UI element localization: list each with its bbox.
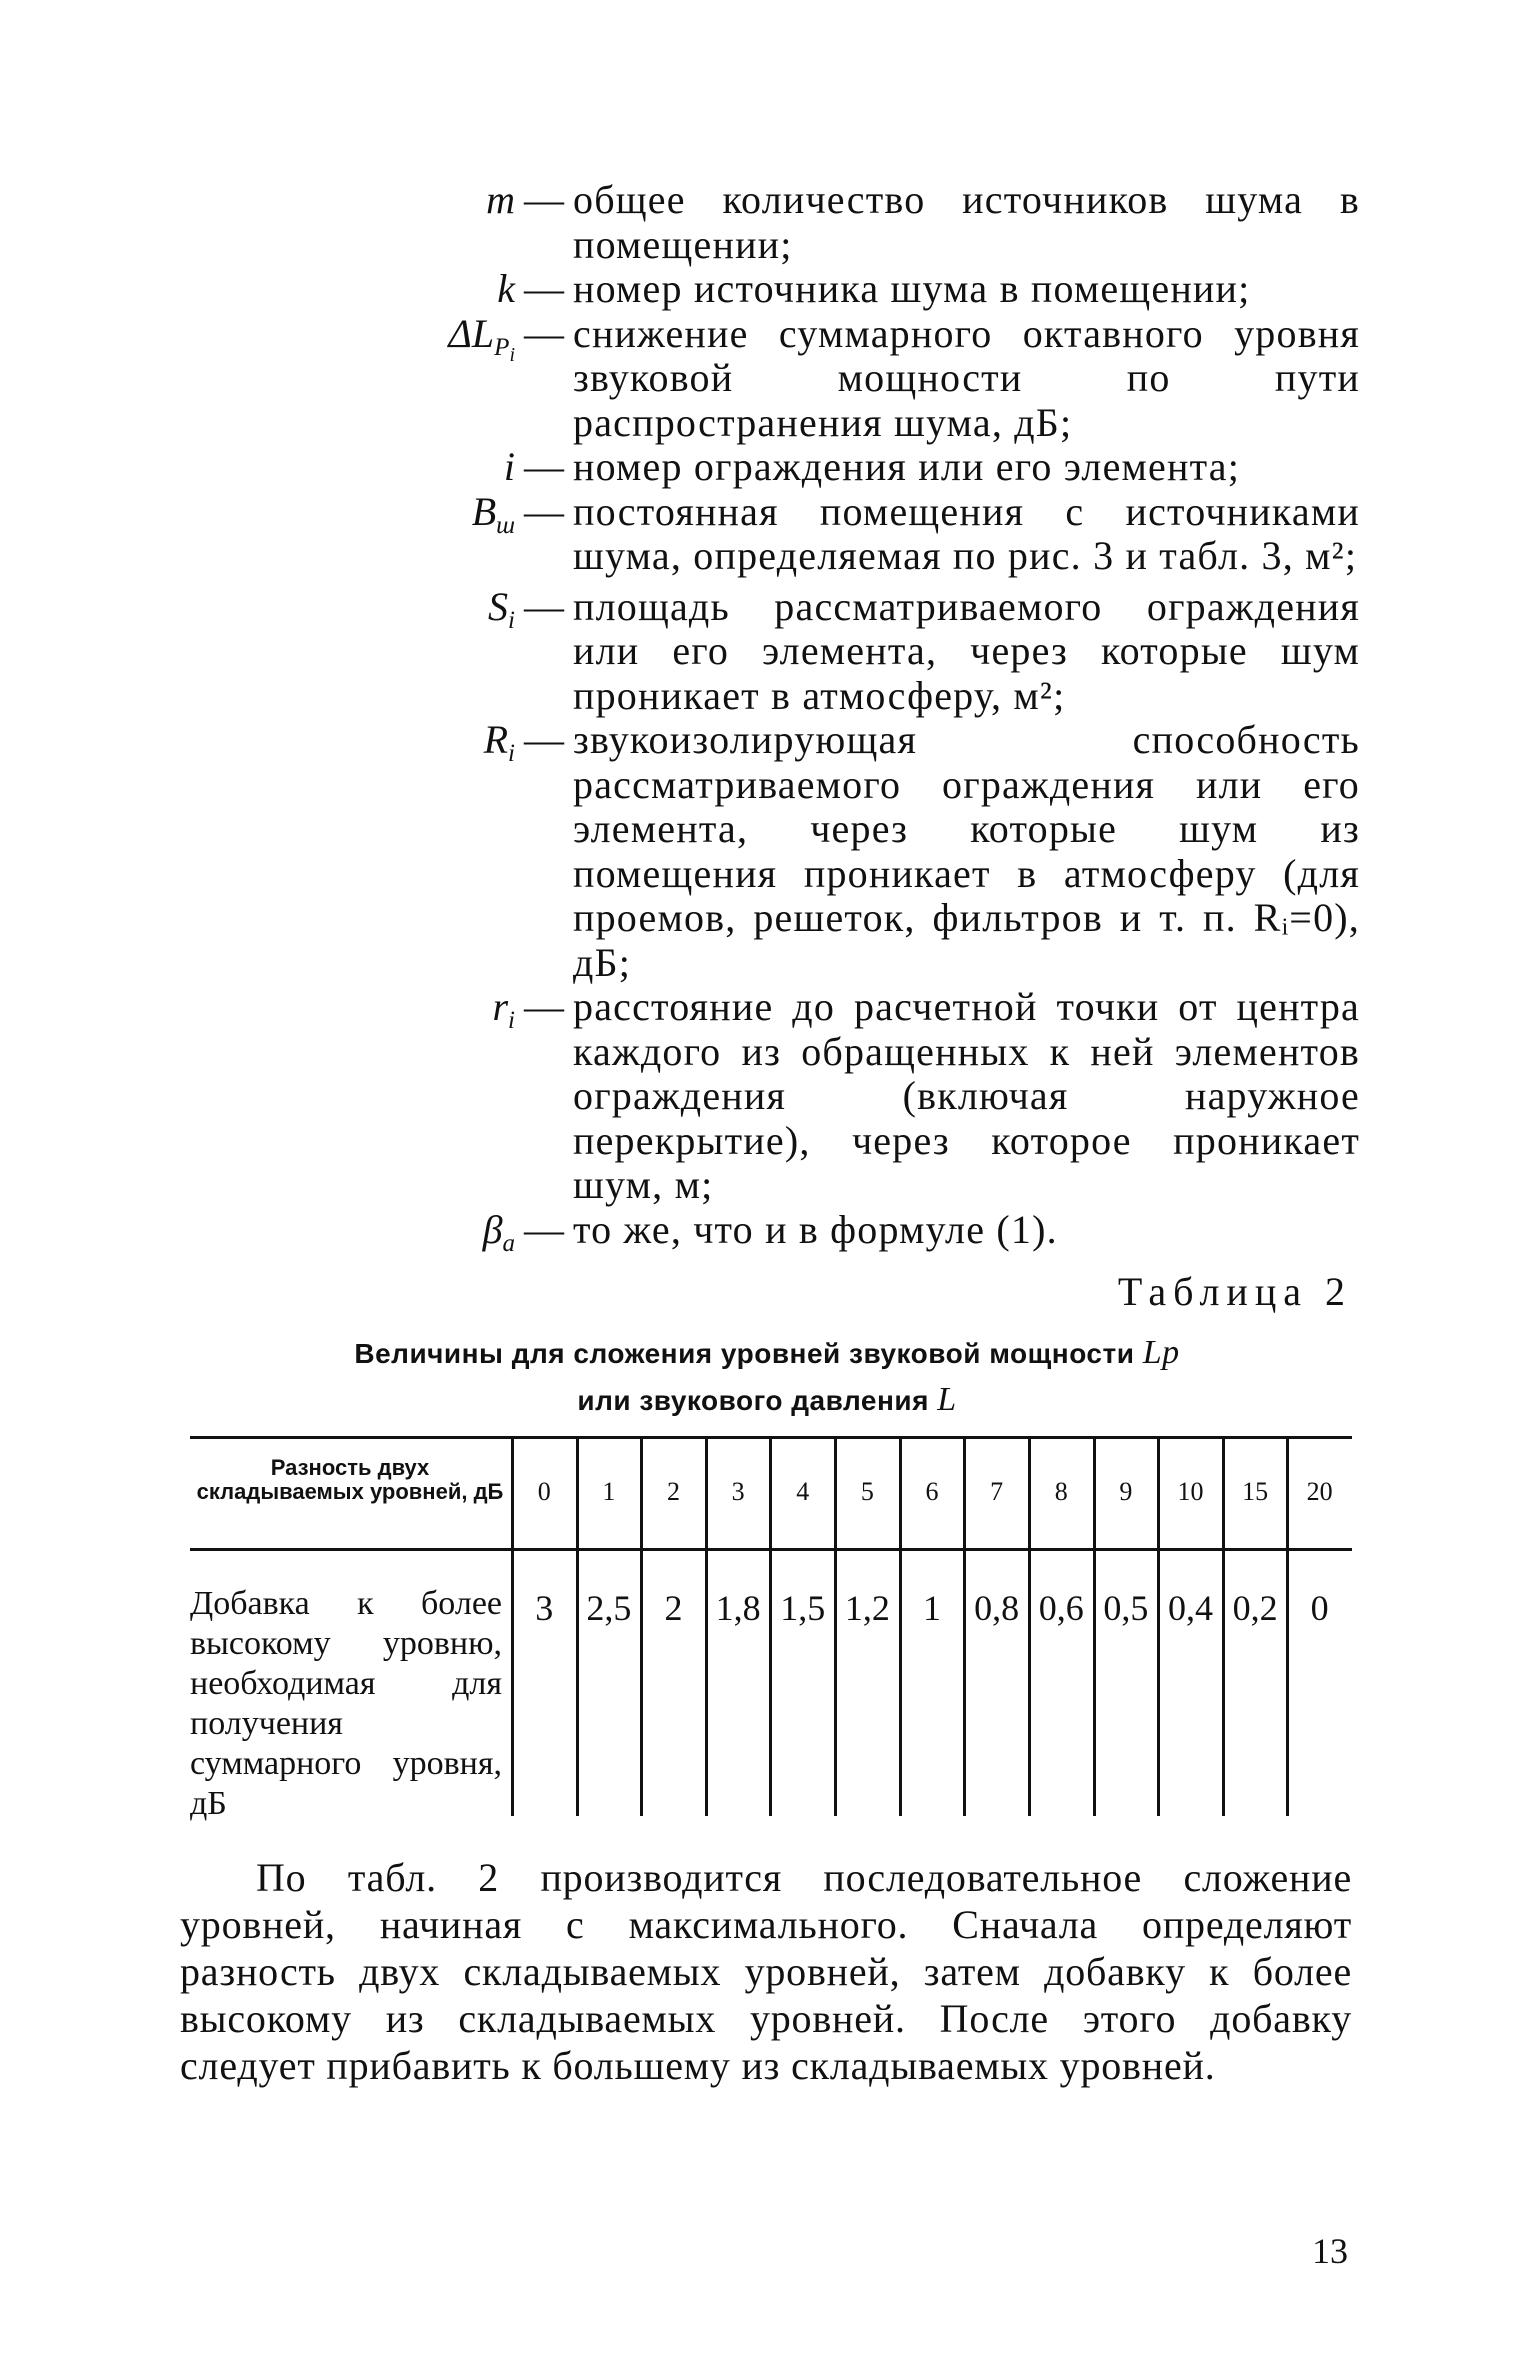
definition-dash: —: [524, 1206, 564, 1252]
definition-text: то же, что и в формуле (1).: [573, 1206, 1058, 1252]
definition-item: [300, 985, 1360, 1208]
addition-cell: 3: [535, 1588, 554, 1628]
difference-cell: 1: [602, 1477, 616, 1506]
definition-dash: —: [524, 177, 564, 222]
definition-symbol: k: [497, 266, 515, 311]
addition-cell: 2: [664, 1588, 683, 1628]
addition-cell: 1,8: [715, 1588, 761, 1628]
difference-cell: 3: [731, 1477, 745, 1506]
values-row-label: Добавка к более высокому уровню, необходимая для получения суммарного уровня, дБ: [190, 1585, 502, 1822]
definition-text: номер ограждения или его элемента;: [573, 444, 1241, 489]
definition-symbol: $r_i$: [492, 984, 515, 1034]
difference-cell: 5: [860, 1477, 874, 1506]
definition-dash: —: [524, 583, 564, 629]
symbol-subscript: i: [508, 606, 515, 634]
definition-dash: —: [524, 984, 564, 1029]
addition-cell: 0,5: [1103, 1588, 1149, 1628]
symbol-subscript-index: i: [509, 343, 515, 366]
definition-item: [300, 178, 1360, 267]
difference-cell: 0: [537, 1477, 551, 1506]
definition-dash: —: [524, 717, 564, 762]
symbol-subscript: a: [502, 1229, 515, 1257]
addition-cell: 1,2: [844, 1588, 890, 1628]
definition-symbol: $\Delta L_{Pi}$: [448, 310, 515, 366]
definition-dash: —: [524, 488, 564, 534]
addition-cell: 0,8: [974, 1588, 1020, 1628]
difference-cell: 2: [667, 1477, 681, 1506]
addition-cell: 0,6: [1038, 1588, 1084, 1628]
definition-text: звукоизолирующая способность рассматриваемого ограждения или его элемента, через которые шум из помещения проникает в атмосферу (для проемов, решеток, фильтров и т. п. Rᵢ=0), дБ;: [573, 717, 1360, 985]
table-title: Величины для сложения уровней звуковой мощности Lp или звукового давления L: [354, 1334, 1180, 1418]
symbol-subscript: i: [508, 740, 515, 767]
body-paragraph: По табл. 2 производится последовательное сложение уровней, начиная с максимального. Сначала определяют разность двух складываемых уровней, затем добавку к более высокому из складываемых уровней. После этого добавку следует прибавить к большему из складываемых уровней.: [180, 1855, 1352, 2088]
addition-cell: 0,4: [1167, 1588, 1213, 1628]
symbol-subscript: ш: [496, 511, 515, 539]
definition-item: [300, 718, 1360, 985]
definition-item: [300, 312, 1360, 446]
table-label: Таблица 2: [1117, 1269, 1352, 1314]
symbol-subscript: i: [508, 1007, 515, 1034]
difference-cell: 8: [1054, 1477, 1068, 1506]
definition-item: [300, 445, 1360, 490]
addition-cell: 0: [1310, 1588, 1329, 1628]
definition-symbol: $\beta_a$: [482, 1206, 515, 1257]
addition-cell: 1,5: [780, 1588, 826, 1628]
definition-text: номер источника шума в помещении;: [573, 266, 1251, 311]
definition-symbol: $S_i$: [488, 583, 515, 634]
difference-cell: 15: [1242, 1477, 1269, 1506]
definition-text: снижение суммарного октавного уровня звуковой мощности по пути распространения шума, дБ;: [573, 310, 1360, 445]
definition-symbol: $B_ш$: [471, 488, 515, 539]
definition-symbol: $R_i$: [483, 717, 515, 767]
page-number: 13: [1312, 2231, 1348, 2271]
addition-cell: 0,2: [1232, 1588, 1278, 1628]
definition-dash: —: [524, 310, 564, 356]
addition-cell: 1: [922, 1588, 941, 1628]
symbol-subscript: P: [494, 333, 510, 361]
difference-cell: 20: [1306, 1477, 1333, 1506]
definition-symbol: m: [486, 177, 515, 222]
header-row-label: Разность двух складываемых уровней, дБ: [196, 1455, 504, 1504]
difference-cell: 6: [925, 1477, 939, 1506]
definition-item: [300, 490, 1360, 579]
definition-dash: —: [524, 444, 564, 489]
definition-text: общее количество источников шума в помещении;: [573, 177, 1360, 267]
difference-cell: 10: [1177, 1477, 1204, 1506]
difference-cell: 7: [990, 1477, 1004, 1506]
definition-text: площадь рассматриваемого ограждения или его элемента, через которые шум проникает в атмосферу, м²;: [573, 583, 1360, 718]
definition-item: [300, 585, 1360, 719]
difference-cell: 9: [1119, 1477, 1133, 1506]
definition-text: постоянная помещения с источниками шума, определяемая по рис. 3 и табл. 3, м²;: [573, 488, 1360, 578]
definition-dash: —: [524, 266, 564, 311]
difference-cell: 4: [796, 1477, 810, 1506]
definitions-list: [300, 178, 1360, 1266]
addition-cell: 2,5: [586, 1588, 632, 1628]
title-symbol-lp: Lp: [1142, 1334, 1180, 1371]
definition-item: [300, 267, 1360, 312]
definition-symbol: i: [503, 444, 515, 489]
definition-item: [300, 1208, 1360, 1267]
definition-text: расстояние до расчетной точки от центра каждого из обращенных к ней элементов ограждения (включая наружное перекрытие), через которое проникает шум, м;: [573, 984, 1360, 1207]
title-symbol-l: L: [937, 1381, 957, 1418]
